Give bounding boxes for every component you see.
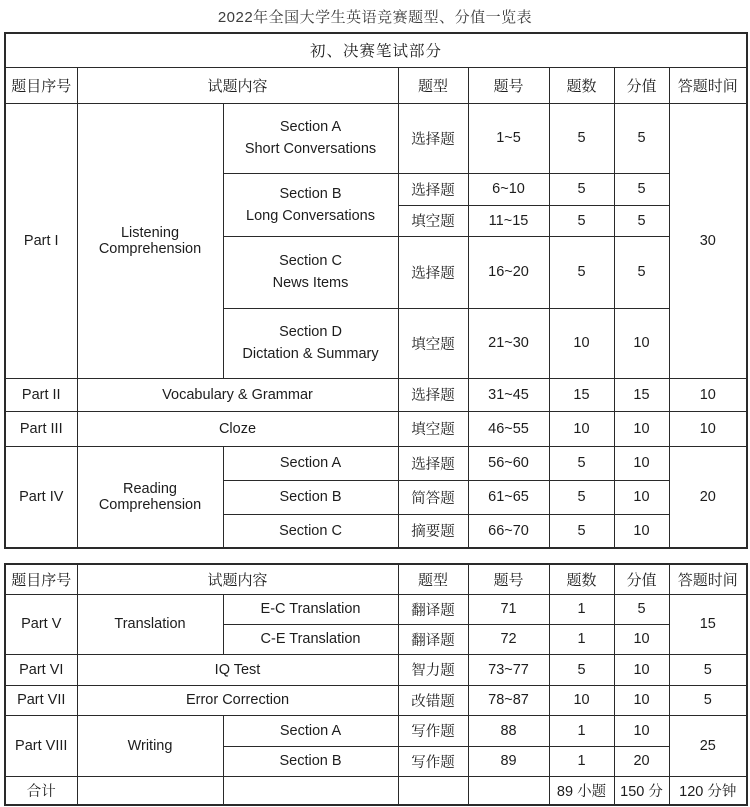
cell-p8a-score: 10 [614,715,669,746]
t2-col-header-type: 题型 [398,564,468,594]
cell-p5-time: 15 [669,594,747,654]
cell-p5b-section: C-E Translation [223,624,398,654]
cell-p7-score: 10 [614,685,669,715]
written-test-table-continued [4,563,748,806]
cell-p7-type: 改错题 [398,685,468,715]
cell-p6-score: 10 [614,654,669,685]
cell-p4b-number: 61~65 [468,480,549,514]
cell-p5a-count: 1 [549,594,614,624]
cell-p6-number: 73~77 [468,654,549,685]
cell-p4a-count: 5 [549,446,614,480]
t1-col-header-count: 题数 [549,67,614,103]
table-row [5,594,747,624]
cell-p1a-count: 5 [549,103,614,173]
cell-p1d-section-line1: Section D [279,324,342,340]
cell-p2-count: 15 [549,378,614,411]
t2-col-header-content: 试题内容 [77,564,398,594]
cell-p4-time: 20 [669,446,747,548]
table-row [5,715,747,746]
cell-p1d-section [223,308,398,378]
cell-p1d-number: 21~30 [468,308,549,378]
cell-p5b-count: 1 [549,624,614,654]
cell-p5b-type: 翻译题 [398,624,468,654]
cell-p8-id: Part VIII [5,715,77,776]
table-row [5,103,747,173]
cell-total-count: 89 小题 [549,776,614,805]
cell-p5b-number: 72 [468,624,549,654]
cell-p1b2-score: 5 [614,205,669,236]
cell-p1b2-number: 11~15 [468,205,549,236]
table1-section-header: 初、决赛笔试部分 [5,33,747,67]
cell-p8a-number: 88 [468,715,549,746]
cell-p4c-score: 10 [614,514,669,548]
cell-p1a-type: 选择题 [398,103,468,173]
cell-p1c-count: 5 [549,236,614,308]
cell-p6-type: 智力题 [398,654,468,685]
table-row [5,411,747,446]
cell-p1-id: Part I [5,103,77,378]
cell-p1c-type: 选择题 [398,236,468,308]
cell-total-empty-content-b [223,776,398,805]
page-title: 2022年全国大学生英语竞赛题型、分值一览表 [217,9,533,26]
cell-p5a-type: 翻译题 [398,594,468,624]
cell-p8-time: 25 [669,715,747,776]
cell-p6-time: 5 [669,654,747,685]
cell-p3-content: Cloze [77,411,398,446]
cell-p3-count: 10 [549,411,614,446]
cell-p8b-section: Section B [223,746,398,776]
cell-p1b1-count: 5 [549,173,614,205]
cell-total-score: 150 分 [614,776,669,805]
cell-p7-number: 78~87 [468,685,549,715]
t1-col-header-score: 分值 [614,67,669,103]
cell-p2-id: Part II [5,378,77,411]
cell-p1c-section [223,236,398,308]
cell-p2-score: 15 [614,378,669,411]
cell-p1b1-number: 6~10 [468,173,549,205]
t2-col-header-seq: 题目序号 [5,564,77,594]
cell-p5a-number: 71 [468,594,549,624]
cell-p3-score: 10 [614,411,669,446]
cell-p1b1-type: 选择题 [398,173,468,205]
cell-p1d-count: 10 [549,308,614,378]
cell-p7-id: Part VII [5,685,77,715]
cell-p8a-type: 写作题 [398,715,468,746]
cell-p2-number: 31~45 [468,378,549,411]
cell-p7-count: 10 [549,685,614,715]
cell-p2-content: Vocabulary & Grammar [77,378,398,411]
cell-p8b-count: 1 [549,746,614,776]
t2-col-header-score: 分值 [614,564,669,594]
cell-p3-id: Part III [5,411,77,446]
cell-p1-content: Listening Comprehension [77,103,223,378]
cell-p1a-section-line1: Section A [279,119,342,135]
table-row [5,446,747,480]
cell-total-empty-number [468,776,549,805]
cell-total-label: 合计 [5,776,77,805]
cell-p4b-section: Section B [223,480,398,514]
cell-p5a-score: 5 [614,594,669,624]
cell-p5a-section: E-C Translation [223,594,398,624]
cell-p7-time: 5 [669,685,747,715]
table-row [5,378,747,411]
cell-p5-content: Translation [77,594,223,654]
cell-p7-content: Error Correction [77,685,398,715]
t2-col-header-time: 答题时间 [669,564,747,594]
cell-p4a-number: 56~60 [468,446,549,480]
t2-col-header-number: 题号 [468,564,549,594]
cell-p1c-score: 5 [614,236,669,308]
cell-p1a-score: 5 [614,103,669,173]
cell-p8b-type: 写作题 [398,746,468,776]
cell-total-time: 120 分钟 [669,776,747,805]
cell-p1c-section-line1: Section C [279,253,342,269]
cell-p6-id: Part VI [5,654,77,685]
cell-p4c-type: 摘要题 [398,514,468,548]
cell-p4c-number: 66~70 [468,514,549,548]
cell-p4b-score: 10 [614,480,669,514]
cell-p1d-type: 填空题 [398,308,468,378]
cell-p1a-section-line2: Short Conversations [244,141,377,157]
written-test-table [4,32,748,549]
cell-total-empty-type [398,776,468,805]
cell-p8a-count: 1 [549,715,614,746]
cell-total-empty-content-a [77,776,223,805]
cell-p1b1-score: 5 [614,173,669,205]
cell-p1b-section-line2: Long Conversations [246,207,375,224]
cell-p4-id: Part IV [5,446,77,548]
cell-p8b-score: 20 [614,746,669,776]
cell-p4-content: Reading Comprehension [77,446,223,548]
cell-p6-count: 5 [549,654,614,685]
cell-p8-content: Writing [77,715,223,776]
cell-p4c-section: Section C [223,514,398,548]
t2-col-header-count: 题数 [549,564,614,594]
cell-p1d-score: 10 [614,308,669,378]
cell-p2-type: 选择题 [398,378,468,411]
t1-col-header-number: 题号 [468,67,549,103]
cell-p1a-number: 1~5 [468,103,549,173]
cell-p5-id: Part V [5,594,77,654]
cell-p1c-section-line2: News Items [272,275,349,291]
cell-p1d-section-line2: Dictation & Summary [242,346,379,362]
cell-p8a-section: Section A [223,715,398,746]
cell-p1a-section [223,103,398,173]
cell-p3-type: 填空题 [398,411,468,446]
cell-p8b-number: 89 [468,746,549,776]
table-row [5,776,747,805]
cell-p3-time: 10 [669,411,747,446]
cell-p3-number: 46~55 [468,411,549,446]
cell-p4b-type: 简答题 [398,480,468,514]
cell-p1-time: 30 [669,103,747,378]
cell-p4a-score: 10 [614,446,669,480]
table-row [5,654,747,685]
t1-col-header-time: 答题时间 [669,67,747,103]
table-row [5,685,747,715]
t1-col-header-seq: 题目序号 [5,67,77,103]
cell-p1b2-type: 填空题 [398,205,468,236]
cell-p4a-type: 选择题 [398,446,468,480]
cell-p2-time: 10 [669,378,747,411]
t1-col-header-content: 试题内容 [77,67,398,103]
cell-p1c-number: 16~20 [468,236,549,308]
t1-col-header-type: 题型 [398,67,468,103]
cell-p4a-section: Section A [223,446,398,480]
cell-p4c-count: 5 [549,514,614,548]
cell-p6-content: IQ Test [77,654,398,685]
cell-p1b-section-line1: Section B [279,185,342,202]
cell-p5b-score: 10 [614,624,669,654]
cell-p1b-section [223,173,398,236]
cell-p1b2-count: 5 [549,205,614,236]
cell-p4b-count: 5 [549,480,614,514]
